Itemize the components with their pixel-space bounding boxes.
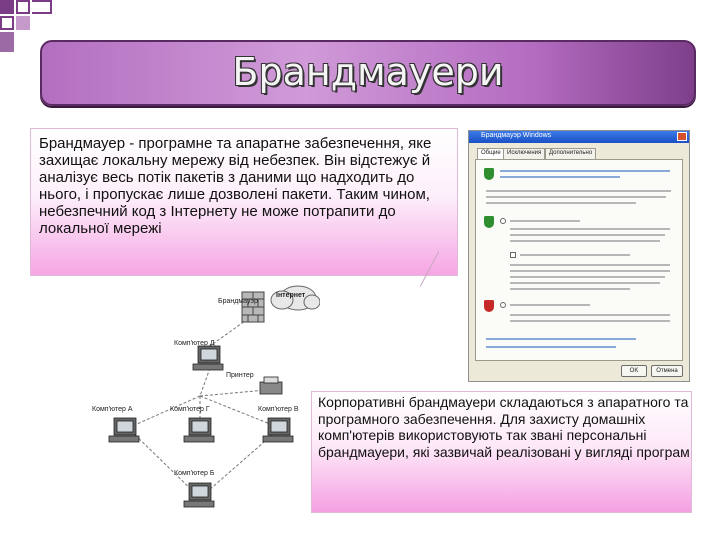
tab-general: Общие — [477, 148, 505, 159]
text-line — [510, 320, 670, 322]
text-line — [486, 196, 666, 198]
decor-square — [0, 32, 14, 52]
radio-off — [500, 302, 506, 308]
text-line — [520, 254, 630, 256]
cancel-button: Отмена — [651, 365, 683, 377]
text-line — [510, 240, 660, 242]
internet-label: Інтернет — [276, 292, 306, 299]
text-line — [510, 304, 590, 306]
text-line — [486, 202, 636, 204]
computer-b-icon — [184, 483, 214, 507]
text-line — [510, 314, 670, 316]
computer-a-icon — [109, 418, 139, 442]
printer-icon — [260, 377, 282, 394]
computer-d-label: Комп'ютер Д — [174, 340, 215, 347]
firewall-icon — [242, 292, 264, 322]
computer-v-icon — [263, 418, 293, 442]
close-icon — [677, 132, 687, 141]
printer-label: Принтер — [226, 372, 254, 379]
firewall-dialog-screenshot — [468, 130, 690, 382]
computer-g-icon — [184, 418, 214, 442]
title-banner — [40, 40, 696, 106]
checkbox — [510, 252, 516, 258]
ok-button: OK — [621, 365, 647, 377]
text-line — [510, 288, 630, 290]
computer-b-label: Комп'ютер Б — [174, 470, 215, 477]
text-line — [510, 276, 665, 278]
computer-d-icon — [193, 346, 223, 370]
decor-square — [0, 0, 14, 14]
corporate-text: Корпоративні брандмауери складаються з апаратного та програмного забезпечення. Для захисту домашніх комп'ютерів використовують так звані персональні брандмауери, які зазвичай реалізовані у вигляді програм — [318, 394, 690, 460]
decor-square — [32, 0, 52, 14]
dialog-titlebar — [469, 131, 689, 143]
definition-box — [30, 128, 458, 276]
shield-icon — [484, 216, 494, 228]
tab-exceptions: Исключения — [503, 148, 545, 159]
text-line — [500, 170, 670, 172]
computer-g-label: Комп'ютер Г — [170, 406, 210, 413]
shield-icon — [484, 300, 494, 312]
text-line — [510, 270, 670, 272]
firewall-label: Брандмауэр — [218, 298, 258, 305]
text-line — [510, 264, 670, 266]
text-line — [500, 176, 620, 178]
decor-line — [420, 251, 440, 287]
radio-on — [500, 218, 506, 224]
text-line — [510, 282, 660, 284]
shield-icon — [484, 168, 494, 180]
definition-text: Брандмауер - програмне та апаратне забезпечення, яке захищає локальну мережу від небезпек. Він відстежує й аналізує весь потік пакетів з даними що надходить до нього, і пропускає лише дозволені пакети. Таким чином, небезпечний код з Інтернету не може потрапити до локальної мережі — [39, 135, 432, 237]
decor-square — [0, 16, 14, 30]
decor-square — [16, 16, 30, 30]
slide-title: Брандмауери — [232, 50, 504, 94]
dialog-panel — [475, 159, 683, 361]
network-diagram — [90, 278, 320, 530]
decor-square — [16, 0, 30, 14]
link-line — [486, 338, 636, 340]
link-line — [486, 346, 616, 348]
dialog-title: Брандмауэр Windows — [481, 132, 552, 139]
text-line — [510, 228, 670, 230]
text-line — [510, 220, 580, 222]
text-line — [510, 234, 665, 236]
computer-a-label: Комп'ютер А — [92, 406, 133, 413]
network-drawing — [90, 278, 320, 530]
computer-v-label: Комп'ютер В — [258, 406, 299, 413]
text-line — [486, 190, 671, 192]
tab-advanced: Дополнительно — [545, 148, 596, 159]
corporate-box — [311, 391, 692, 513]
